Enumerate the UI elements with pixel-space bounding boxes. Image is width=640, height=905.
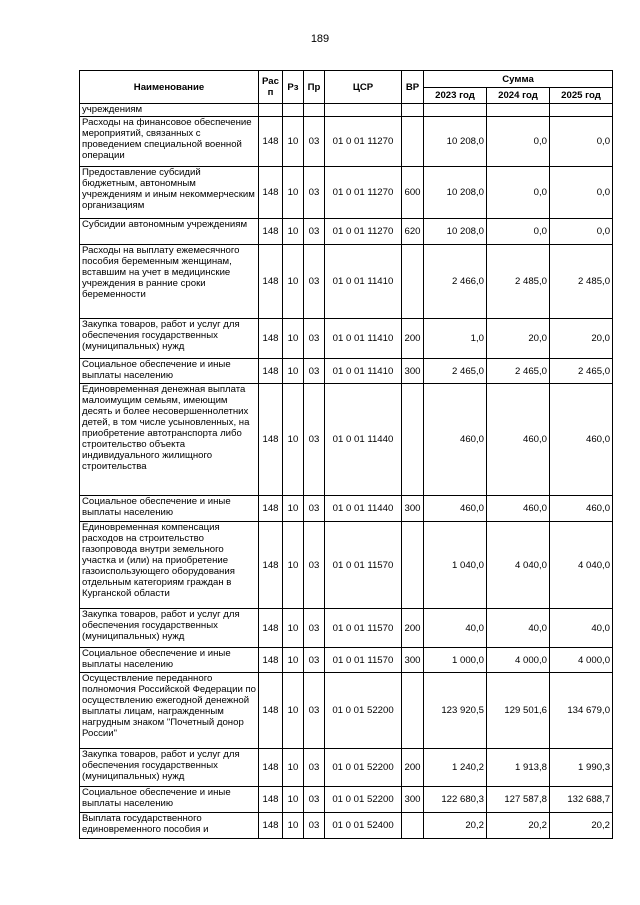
table-row bbox=[80, 673, 613, 749]
cell-pr: 03 bbox=[304, 245, 325, 319]
cell-y2025: 0,0 bbox=[550, 117, 613, 167]
cell-y2024: 2 485,0 bbox=[487, 245, 550, 319]
cell-vr bbox=[402, 245, 424, 319]
cell-vr bbox=[402, 104, 424, 117]
cell-y2023: 2 466,0 bbox=[424, 245, 487, 319]
cell-y2024: 0,0 bbox=[487, 167, 550, 219]
cell-name: Расходы на финансовое обеспечение мероприятий, связанных с проведением специальной военной операции bbox=[80, 117, 259, 167]
page-number: 189 bbox=[310, 33, 330, 45]
cell-name: Закупка товаров, работ и услуг для обеспечения государственных (муниципальных) нужд bbox=[80, 609, 259, 648]
header-2023: 2023 год bbox=[424, 88, 487, 104]
cell-rasp: 148 bbox=[259, 384, 283, 496]
cell-csr: 01 0 01 11410 bbox=[325, 245, 402, 319]
cell-vr bbox=[402, 384, 424, 496]
cell-csr: 01 0 01 11570 bbox=[325, 522, 402, 609]
cell-y2024: 40,0 bbox=[487, 609, 550, 648]
cell-y2025: 0,0 bbox=[550, 167, 613, 219]
cell-rz: 10 bbox=[283, 522, 304, 609]
cell-y2025: 132 688,7 bbox=[550, 787, 613, 813]
table-row bbox=[80, 496, 613, 522]
cell-y2024: 1 913,8 bbox=[487, 749, 550, 787]
header-csr: ЦСР bbox=[325, 71, 402, 104]
table-row bbox=[80, 167, 613, 219]
cell-rasp: 148 bbox=[259, 245, 283, 319]
cell-rz: 10 bbox=[283, 609, 304, 648]
cell-pr bbox=[304, 104, 325, 117]
cell-y2023: 10 208,0 bbox=[424, 219, 487, 245]
cell-y2025: 2 485,0 bbox=[550, 245, 613, 319]
cell-y2024: 20,0 bbox=[487, 319, 550, 359]
cell-y2023: 20,2 bbox=[424, 813, 487, 839]
cell-y2023 bbox=[424, 104, 487, 117]
table-row bbox=[80, 104, 613, 117]
cell-y2024: 4 000,0 bbox=[487, 648, 550, 673]
cell-name: Социальное обеспечение и иные выплаты населению bbox=[80, 648, 259, 673]
cell-name: Закупка товаров, работ и услуг для обеспечения государственных (муниципальных) нужд bbox=[80, 749, 259, 787]
cell-y2024: 4 040,0 bbox=[487, 522, 550, 609]
cell-rasp: 148 bbox=[259, 359, 283, 384]
cell-y2025: 40,0 bbox=[550, 609, 613, 648]
cell-y2024: 0,0 bbox=[487, 117, 550, 167]
cell-vr: 200 bbox=[402, 609, 424, 648]
cell-rz: 10 bbox=[283, 219, 304, 245]
cell-rz: 10 bbox=[283, 648, 304, 673]
cell-y2023: 460,0 bbox=[424, 384, 487, 496]
cell-rasp: 148 bbox=[259, 749, 283, 787]
cell-y2024 bbox=[487, 104, 550, 117]
table-row bbox=[80, 384, 613, 496]
cell-pr: 03 bbox=[304, 384, 325, 496]
table-row bbox=[80, 609, 613, 648]
cell-y2025: 460,0 bbox=[550, 384, 613, 496]
table-row bbox=[80, 648, 613, 673]
cell-rasp: 148 bbox=[259, 219, 283, 245]
table-row bbox=[80, 219, 613, 245]
cell-csr: 01 0 01 52200 bbox=[325, 749, 402, 787]
cell-y2023: 40,0 bbox=[424, 609, 487, 648]
header-2025: 2025 год bbox=[550, 88, 613, 104]
cell-y2024: 2 465,0 bbox=[487, 359, 550, 384]
cell-csr bbox=[325, 104, 402, 117]
cell-csr: 01 0 01 11270 bbox=[325, 167, 402, 219]
table-body bbox=[80, 104, 613, 839]
cell-rz: 10 bbox=[283, 787, 304, 813]
header-rasp: Рас п bbox=[259, 71, 283, 104]
cell-y2025 bbox=[550, 104, 613, 117]
cell-rz: 10 bbox=[283, 384, 304, 496]
cell-vr: 600 bbox=[402, 167, 424, 219]
cell-y2023: 10 208,0 bbox=[424, 117, 487, 167]
cell-name: Социальное обеспечение и иные выплаты населению bbox=[80, 787, 259, 813]
cell-y2025: 0,0 bbox=[550, 219, 613, 245]
cell-y2025: 460,0 bbox=[550, 496, 613, 522]
cell-rz: 10 bbox=[283, 117, 304, 167]
cell-pr: 03 bbox=[304, 749, 325, 787]
cell-vr: 300 bbox=[402, 496, 424, 522]
cell-y2025: 4 040,0 bbox=[550, 522, 613, 609]
cell-rasp: 148 bbox=[259, 609, 283, 648]
cell-vr bbox=[402, 813, 424, 839]
cell-pr: 03 bbox=[304, 319, 325, 359]
cell-csr: 01 0 01 11570 bbox=[325, 609, 402, 648]
cell-name: учреждениям bbox=[80, 104, 259, 117]
cell-csr: 01 0 01 11440 bbox=[325, 384, 402, 496]
cell-name: Предоставление субсидий бюджетным, автономным учреждениям и иным некоммерческим организациям bbox=[80, 167, 259, 219]
cell-rz: 10 bbox=[283, 245, 304, 319]
cell-rz: 10 bbox=[283, 496, 304, 522]
cell-rasp: 148 bbox=[259, 167, 283, 219]
cell-pr: 03 bbox=[304, 787, 325, 813]
cell-rz: 10 bbox=[283, 673, 304, 749]
cell-rasp bbox=[259, 104, 283, 117]
cell-pr: 03 bbox=[304, 813, 325, 839]
cell-pr: 03 bbox=[304, 648, 325, 673]
cell-y2023: 460,0 bbox=[424, 496, 487, 522]
cell-rasp: 148 bbox=[259, 319, 283, 359]
cell-csr: 01 0 01 52400 bbox=[325, 813, 402, 839]
table-row bbox=[80, 245, 613, 319]
header-rz: Рз bbox=[283, 71, 304, 104]
table-row bbox=[80, 749, 613, 787]
cell-rz: 10 bbox=[283, 359, 304, 384]
header-2024: 2024 год bbox=[487, 88, 550, 104]
header-sum: Сумма bbox=[424, 71, 613, 88]
cell-vr: 300 bbox=[402, 359, 424, 384]
cell-csr: 01 0 01 11270 bbox=[325, 117, 402, 167]
cell-y2024: 127 587,8 bbox=[487, 787, 550, 813]
cell-vr: 300 bbox=[402, 787, 424, 813]
cell-pr: 03 bbox=[304, 167, 325, 219]
cell-y2023: 123 920,5 bbox=[424, 673, 487, 749]
cell-vr: 300 bbox=[402, 648, 424, 673]
cell-name: Расходы на выплату ежемесячного пособия беременным женщинам, вставшим на учет в медицинские учреждения в ранние сроки беременности bbox=[80, 245, 259, 319]
cell-name: Выплата государственного единовременного пособия и bbox=[80, 813, 259, 839]
header-name: Наименование bbox=[80, 71, 259, 104]
cell-csr: 01 0 01 52200 bbox=[325, 673, 402, 749]
cell-pr: 03 bbox=[304, 496, 325, 522]
cell-rasp: 148 bbox=[259, 496, 283, 522]
table-row bbox=[80, 813, 613, 839]
cell-name: Закупка товаров, работ и услуг для обеспечения государственных (муниципальных) нужд bbox=[80, 319, 259, 359]
cell-y2025: 2 465,0 bbox=[550, 359, 613, 384]
cell-y2025: 20,0 bbox=[550, 319, 613, 359]
cell-y2025: 1 990,3 bbox=[550, 749, 613, 787]
cell-rz: 10 bbox=[283, 813, 304, 839]
cell-y2024: 460,0 bbox=[487, 384, 550, 496]
cell-csr: 01 0 01 11410 bbox=[325, 319, 402, 359]
table-row bbox=[80, 359, 613, 384]
header-pr: Пр bbox=[304, 71, 325, 104]
cell-pr: 03 bbox=[304, 522, 325, 609]
cell-vr bbox=[402, 673, 424, 749]
cell-rasp: 148 bbox=[259, 787, 283, 813]
cell-rz: 10 bbox=[283, 319, 304, 359]
cell-y2023: 1 040,0 bbox=[424, 522, 487, 609]
cell-name: Осуществление переданного полномочия Российской Федерации по осуществлению ежегодной денежной выплаты лицам, награжденным нагрудным знаком "Почетный донор России" bbox=[80, 673, 259, 749]
table-row bbox=[80, 319, 613, 359]
cell-name: Социальное обеспечение и иные выплаты населению bbox=[80, 496, 259, 522]
cell-y2023: 1,0 bbox=[424, 319, 487, 359]
cell-name: Единовременная денежная выплата малоимущим семьям, имеющим десять и более несовершеннолетних детей, в том числе усыновленных, на приобретение автотранспорта либо строительство объекта индивидуального жилищного строительства bbox=[80, 384, 259, 496]
cell-pr: 03 bbox=[304, 609, 325, 648]
cell-y2023: 122 680,3 bbox=[424, 787, 487, 813]
cell-y2023: 1 000,0 bbox=[424, 648, 487, 673]
cell-csr: 01 0 01 52200 bbox=[325, 787, 402, 813]
cell-csr: 01 0 01 11570 bbox=[325, 648, 402, 673]
table-row bbox=[80, 787, 613, 813]
budget-table bbox=[79, 70, 613, 839]
cell-y2024: 0,0 bbox=[487, 219, 550, 245]
cell-csr: 01 0 01 11440 bbox=[325, 496, 402, 522]
cell-vr: 200 bbox=[402, 749, 424, 787]
cell-vr: 620 bbox=[402, 219, 424, 245]
cell-rz: 10 bbox=[283, 167, 304, 219]
cell-rasp: 148 bbox=[259, 673, 283, 749]
cell-pr: 03 bbox=[304, 117, 325, 167]
cell-y2025: 134 679,0 bbox=[550, 673, 613, 749]
cell-rasp: 148 bbox=[259, 522, 283, 609]
table-row bbox=[80, 522, 613, 609]
cell-csr: 01 0 01 11410 bbox=[325, 359, 402, 384]
cell-y2024: 129 501,6 bbox=[487, 673, 550, 749]
cell-y2023: 2 465,0 bbox=[424, 359, 487, 384]
cell-vr bbox=[402, 117, 424, 167]
cell-y2025: 20,2 bbox=[550, 813, 613, 839]
cell-y2024: 20,2 bbox=[487, 813, 550, 839]
table-row bbox=[80, 117, 613, 167]
cell-name: Единовременная компенсация расходов на строительство газопровода внутри земельного участка и (или) на приобретение газоиспользующего оборудования отдельным категориям граждан в Курганской области bbox=[80, 522, 259, 609]
cell-y2023: 1 240,2 bbox=[424, 749, 487, 787]
cell-pr: 03 bbox=[304, 359, 325, 384]
cell-vr: 200 bbox=[402, 319, 424, 359]
header-vr: ВР bbox=[402, 71, 424, 104]
cell-rasp: 148 bbox=[259, 117, 283, 167]
cell-rz bbox=[283, 104, 304, 117]
cell-rz: 10 bbox=[283, 749, 304, 787]
cell-pr: 03 bbox=[304, 219, 325, 245]
cell-rasp: 148 bbox=[259, 648, 283, 673]
cell-vr bbox=[402, 522, 424, 609]
cell-rasp: 148 bbox=[259, 813, 283, 839]
cell-name: Субсидии автономным учреждениям bbox=[80, 219, 259, 245]
cell-y2024: 460,0 bbox=[487, 496, 550, 522]
cell-y2025: 4 000,0 bbox=[550, 648, 613, 673]
cell-pr: 03 bbox=[304, 673, 325, 749]
cell-name: Социальное обеспечение и иные выплаты населению bbox=[80, 359, 259, 384]
cell-y2023: 10 208,0 bbox=[424, 167, 487, 219]
cell-csr: 01 0 01 11270 bbox=[325, 219, 402, 245]
